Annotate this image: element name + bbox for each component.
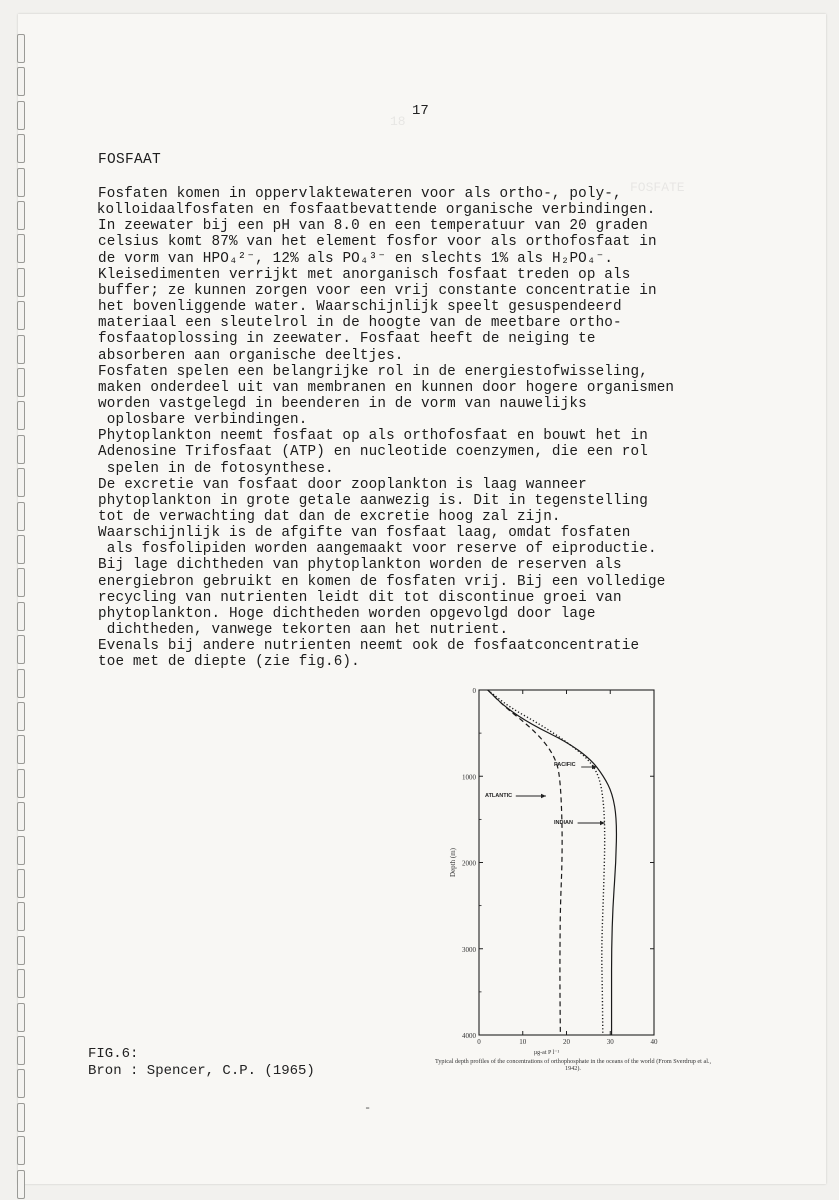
text-line: recycling van nutrienten leidt dit tot discontinue groei van <box>98 589 622 606</box>
series-line-indian <box>488 690 605 1035</box>
binder-hole <box>17 568 25 597</box>
binder-hole <box>17 969 25 998</box>
text-line: spelen in de fotosynthese. <box>98 460 334 477</box>
series-label-atlantic: ATLANTIC <box>485 793 513 799</box>
binder-hole <box>17 869 25 898</box>
text-line: In zeewater bij een pH van 8.0 en een temperatuur van 20 graden <box>98 218 648 235</box>
text-line: de vorm van HPO₄²⁻, 12% als PO₄³⁻ en slechts 1% als H₂PO₄⁻. <box>98 250 614 267</box>
text-line: het bovenliggende water. Waarschijnlijk speelt gesuspendeerd <box>98 299 622 316</box>
binder-hole <box>17 335 25 364</box>
binder-hole <box>17 535 25 564</box>
text-line: Evenals bij andere nutrienten neemt ook de fosfaatconcentratie <box>98 638 640 655</box>
figure-caption: Typical depth profiles of the concentrations of orthophosphate in the oceans of the world (From Sverdrup et al., 1942). <box>434 1058 712 1072</box>
binder-hole <box>17 401 25 430</box>
binder-hole <box>17 234 25 263</box>
plot-frame <box>479 690 654 1035</box>
text-line: tot de verwachting dat dan de excretie hoog zal zijn. <box>98 509 561 525</box>
text-line: toe met de diepte (zie fig.6). <box>98 654 360 671</box>
text-line: oplosbare verbindingen. <box>98 412 308 429</box>
phosphate-depth-chart <box>412 680 712 1060</box>
figure-source: Bron : Spencer, C.P. (1965) <box>88 1063 315 1079</box>
page-number: 17 <box>412 103 429 119</box>
y-tick-label: 4000 <box>462 1032 476 1040</box>
series-label-pacific: PACIFIC <box>554 762 576 768</box>
binder-hole <box>17 502 25 531</box>
text-line: phytoplankton. Hoge dichtheden worden opgevolgd door lage <box>98 605 596 622</box>
binder-hole <box>17 735 25 764</box>
text-line: Kleisedimenten verrijkt met anorganisch fosfaat treden op als <box>98 266 631 283</box>
binder-hole <box>17 1036 25 1065</box>
binder-hole <box>17 268 25 297</box>
text-line: Fosfaten komen in oppervlaktewateren voor als ortho-, poly-, <box>98 186 622 202</box>
binder-hole <box>17 936 25 965</box>
text-line: fosfaatoplossing in zeewater. Fosfaat heeft de neiging te <box>98 331 596 348</box>
x-tick-label: 10 <box>519 1038 527 1046</box>
x-tick-label: 30 <box>606 1038 614 1046</box>
text-line: Adenosine Trifosfaat (ATP) en nucleotide coenzymen, die een rol <box>98 444 648 461</box>
text-line: phytoplankton in grote getale aanwezig is. Dit in tegenstelling <box>98 492 648 509</box>
binder-hole <box>17 802 25 831</box>
binder-hole <box>17 702 25 731</box>
y-tick-label: 2000 <box>462 859 476 868</box>
binder-hole <box>17 67 25 96</box>
text-line: energiebron gebruikt en komen de fosfaten vrij. Bij een volledige <box>98 573 666 590</box>
dash-mark: - <box>364 1101 372 1115</box>
text-line: absorberen aan organische deeltjes. <box>98 347 404 364</box>
series-label-indian: INDIAN <box>554 820 573 826</box>
binder-holes <box>17 0 37 1200</box>
text-line: Fosfaten spelen een belangrijke rol in de energiestofwisseling, <box>98 363 648 380</box>
series-line-atlantic <box>488 690 562 1035</box>
binder-hole <box>17 1003 25 1032</box>
binder-hole <box>17 1136 25 1165</box>
text-line: buffer; ze kunnen zorgen voor een vrij constante concentratie in <box>98 282 657 299</box>
figure-source-block <box>88 1046 315 1080</box>
binder-hole <box>17 368 25 397</box>
text-line: Bij lage dichtheden van phytoplankton worden de reserven als <box>98 557 622 574</box>
binder-hole <box>17 1069 25 1098</box>
x-tick-label: 40 <box>650 1038 658 1046</box>
binder-hole <box>17 669 25 698</box>
x-tick-label: 0 <box>477 1038 481 1046</box>
binder-hole <box>17 635 25 664</box>
binder-hole <box>17 134 25 163</box>
y-tick-label: 1000 <box>462 773 476 782</box>
binder-hole <box>17 602 25 631</box>
text-line: dichtheden, vanwege tekorten aan het nutrient. <box>98 622 509 639</box>
section-heading: FOSFAAT <box>98 152 162 168</box>
figure-label: FIG.6: <box>88 1046 139 1062</box>
binder-hole <box>17 468 25 497</box>
y-tick-label: 3000 <box>462 945 476 954</box>
binder-hole <box>17 1103 25 1132</box>
text-line: worden vastgelegd in beenderen in de vorm van nauwelijks <box>98 395 587 412</box>
text-line: celsius komt 87% van het element fosfor voor als orthofosfaat in <box>98 234 657 251</box>
text-line: maken onderdeel uit van membranen en kunnen door hogere organismen <box>98 379 675 396</box>
binder-hole <box>17 34 25 63</box>
text-line: kolloidaalfosfaten en fosfaatbevattende organische verbindingen. <box>88 202 656 219</box>
text-line: als fosfolipiden worden aangemaakt voor reserve of eiproductie. <box>98 541 657 558</box>
text-line: De excretie van fosfaat door zooplankton is laag wanneer <box>98 476 587 493</box>
series-line-pacific <box>488 690 617 1035</box>
text-line: materiaal een sleutelrol in de hoogte van de meetbare ortho- <box>98 315 622 332</box>
binder-hole <box>17 836 25 865</box>
binder-hole <box>17 1170 25 1199</box>
binder-hole <box>17 101 25 130</box>
text-line: Waarschijnlijk is de afgifte van fosfaat laag, omdat fosfaten <box>98 525 631 542</box>
binder-hole <box>17 168 25 197</box>
bleed-through-text: 18 <box>390 114 406 129</box>
y-axis-label: Depth (m) <box>449 848 457 877</box>
series-arrow-head <box>541 794 546 798</box>
figure-6 <box>412 680 712 1075</box>
x-tick-label: 20 <box>563 1038 570 1046</box>
binder-hole <box>17 769 25 798</box>
text-line: Phytoplankton neemt fosfaat op als orthofosfaat en bouwt het in <box>98 428 648 445</box>
binder-hole <box>17 201 25 230</box>
x-axis-label: µg-at P l⁻¹ <box>533 1050 560 1056</box>
binder-hole <box>17 301 25 330</box>
binder-hole <box>17 902 25 931</box>
y-tick-label: 0 <box>472 687 476 695</box>
bleed-through-text: FOSFATE <box>630 180 685 195</box>
binder-hole <box>17 435 25 464</box>
